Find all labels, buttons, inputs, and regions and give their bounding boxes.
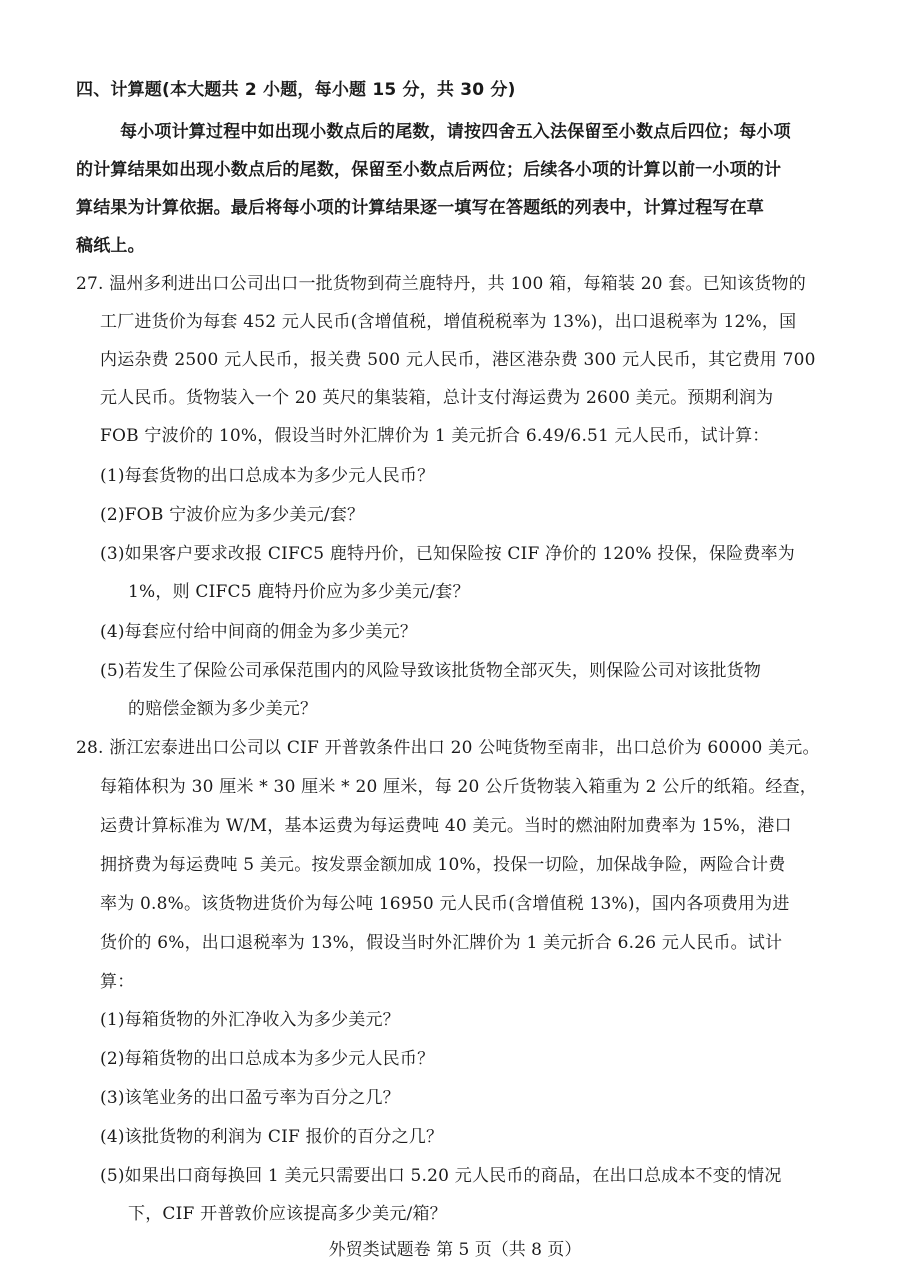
q28-item: (5)如果出口商每换回 1 美元只需要出口 5.20 元人民币的商品，在出口总成本不变的情况 (100, 1166, 782, 1186)
q28-item: (1)每箱货物的外汇净收入为多少美元？ (100, 1010, 400, 1030)
q28-item: (2)每箱货物的出口总成本为多少元人民币？ (100, 1049, 435, 1069)
q28-stem-line: 拥挤费为每运费吨 5 美元。按发票金额加成 10%，投保一切险，加保战争险，两险合计费 (100, 855, 786, 875)
instruction-line: 每小项计算过程中如出现小数点后的尾数，请按四舍五入法保留至小数点后四位；每小项 (120, 122, 791, 142)
q27-stem-line: 27. 温州多利进出口公司出口一批货物到荷兰鹿特丹，共 100 箱，每箱装 20 套。已知该货物的 (76, 274, 806, 294)
q28-item: (3)该笔业务的出口盈亏率为百分之几？ (100, 1088, 400, 1108)
instruction-line: 的计算结果如出现小数点后的尾数，保留至小数点后两位；后续各小项的计算以前一小项的计 (76, 160, 782, 180)
q28-stem-line: 算： (100, 972, 135, 992)
q28-stem-line: 率为 0.8%。该货物进货价为每公吨 16950 元人民币(含增值税 13%)，国内各项费用为进 (100, 894, 790, 914)
section-title: 四、计算题(本大题共 2 小题，每小题 15 分，共 30 分) (76, 80, 516, 100)
q28-stem-line: 每箱体积为 30 厘米 * 30 厘米 * 20 厘米，每 20 公斤货物装入箱重为 2 公斤的纸箱。经查， (100, 777, 817, 797)
q27-item: (5)若发生了保险公司承保范围内的风险导致该批货物全部灭失，则保险公司对该批货物 (100, 661, 762, 681)
instruction-line: 稿纸上。 (76, 236, 145, 256)
instruction-line: 算结果为计算依据。最后将每小项的计算结果逐一填写在答题纸的列表中，计算过程写在草 (76, 198, 764, 218)
q28-item: (4)该批货物的利润为 CIF 报价的百分之几？ (100, 1127, 444, 1147)
q27-item: 的赔偿金额为多少美元？ (128, 699, 318, 719)
q28-stem-line: 货价的 6%，出口退税率为 13%，假设当时外汇牌价为 1 美元折合 6.26 元人民币。试计 (100, 933, 783, 953)
q27-stem-line: FOB 宁波价的 10%，假设当时外汇牌价为 1 美元折合 6.49/6.51 元人民币，试计算： (100, 426, 770, 446)
q27-stem-line: 工厂进货价为每套 452 元人民币(含增值税，增值税税率为 13%)，出口退税率为 12%，国 (100, 312, 797, 332)
page-footer: 外贸类试题卷 第 5 页（共 8 页） (328, 1240, 582, 1260)
q27-item: (4)每套应付给中间商的佣金为多少美元？ (100, 622, 418, 642)
q27-stem-line: 内运杂费 2500 元人民币，报关费 500 元人民币，港区港杂费 300 元人民币，其它费用 700 (100, 350, 816, 370)
q28-stem-line: 运费计算标准为 W/M，基本运费为每运费吨 40 美元。当时的燃油附加费率为 15%，港口 (100, 816, 792, 836)
q27-item: (2)FOB 宁波价应为多少美元/套？ (100, 505, 365, 525)
q27-item: (1)每套货物的出口总成本为多少元人民币？ (100, 466, 435, 486)
q27-item: (3)如果客户要求改报 CIFC5 鹿特丹价，已知保险按 CIF 净价的 120% 投保，保险费率为 (100, 544, 795, 564)
q27-item: 1%，则 CIFC5 鹿特丹价应为多少美元/套？ (128, 582, 470, 602)
q27-stem-line: 元人民币。货物装入一个 20 英尺的集装箱，总计支付海运费为 2600 美元。预期利润为 (100, 388, 774, 408)
q28-item: 下，CIF 开普敦价应该提高多少美元/箱？ (128, 1204, 447, 1224)
q28-stem-line: 28. 浙江宏泰进出口公司以 CIF 开普敦条件出口 20 公吨货物至南非，出口总价为 60000 美元。 (76, 738, 820, 758)
